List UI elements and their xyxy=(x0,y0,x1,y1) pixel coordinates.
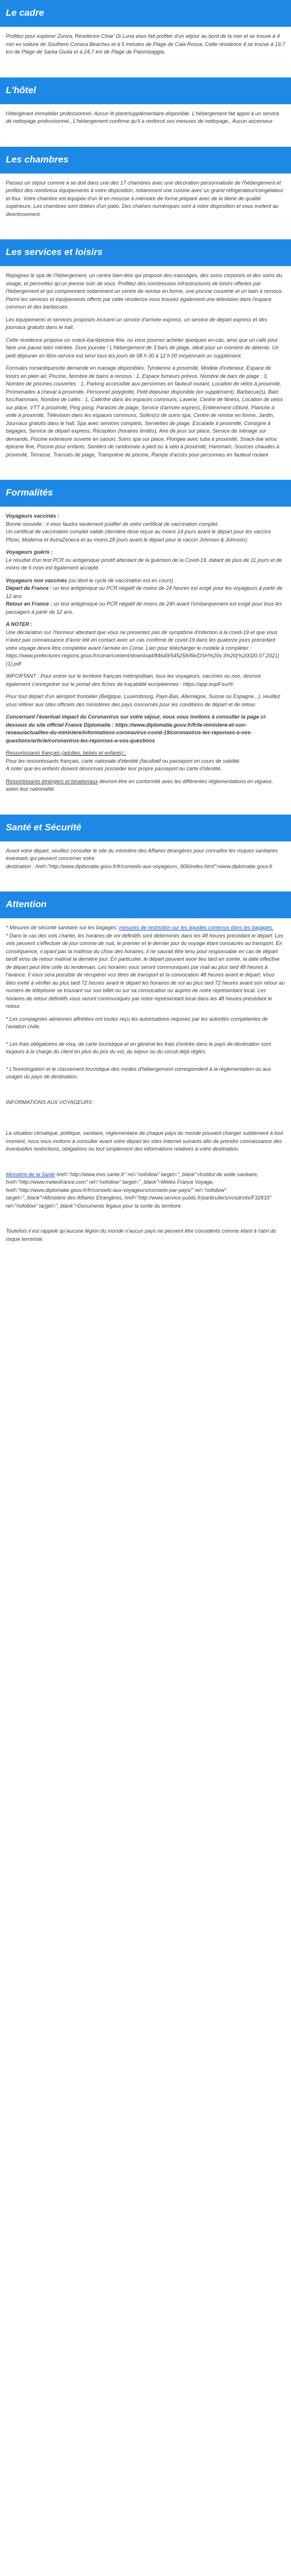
paragraph-ressortissants xyxy=(6,749,285,773)
section-loisirs xyxy=(0,239,291,459)
section-title: Le cadre xyxy=(0,0,291,27)
page xyxy=(0,0,291,1243)
paragraph: * L'homologation et le classement touristique des modes d'hébergement correspondent à la réglementation ou aux usages du pays de destination. xyxy=(6,1066,271,1080)
paragraph-non-vaccines xyxy=(6,577,285,585)
paragraph: * Dans le cas des vols charter, les horaires de vol définitifs sont déterminés dans les 48 heures précédant le départ. Les vols peuvent s'effectuer de jour comme de nuit, le premier et le dernier jour du voyage étant consacrés au transport. En conséquence, n'ayant pas la maîtrise du choix des horaires, il ne saurait être tenu pour responsable en cas de départ tardif et/ou de retour matinal la dernière jour. En particulier, le départ pouvant avoir lieu tard en soirée, la date effective de départ peut être celle du lendemain. Les horaires vous seront communiqués par mail au plus tard 48 heures à l'avance. Il vous sera possible de récupérer vos titres de transport et la convocation 48 heures avant le départ. Vous êtes invité à vérifier au plus tard 72 heures avant le départ les horaires de vol au plus tard 72 heures avant son retour au numéro de téléphone se trouvant sur son billet ou sur sa convocation ou auprès de notre représentant local. Les horaires de retour définitifs vous seront communiqués par notre représentant local dans les 48 heures précédant le retour. xyxy=(6,932,285,1009)
section-body xyxy=(0,924,291,1243)
paragraph-important: IMPORTANT : Pour entrer sur le territoire français métropolitain, tous les voyageurs, vaccinés ou non, devront également s'enregistrer sur le portail des fiches de traçabilité européennes : https://app.euplf.eu/#/ xyxy=(6,673,261,687)
section-title: Attention xyxy=(0,891,291,918)
paragraph: Une déclaration sur l'honneur attestant que vous ne présentez pas de symptôme d'infection à la covid-19 et que vous n'avez pas connaissance d'avoir été en contact avec un cas confirmé de covid-19 dans les quatorze jours précédant votre voyage devra être complétée avant l'arrivée en Corse. Lien pour télécharger le modèle à compléter : https://www.prefectures-regions.gouv.fr/corse/content/download/84649/545258/file/DSH%20v.3%20(%20020.07.2021)(1).pdf xyxy=(6,629,279,667)
text-sante-destination: destination : href="http://www.diplomatie.gouv.fr/fr/conseils-aux-voyageurs_909/index.html">www.diplomatie.gouv.fr xyxy=(6,863,273,869)
label-vaccines: Voyageurs vaccinés : xyxy=(6,513,59,519)
link-ressortissants-francais[interactable]: Ressortissants français (adultes, bébés et enfants) : xyxy=(6,750,127,756)
paragraph-depart xyxy=(6,585,285,600)
text-ressortissants-2: A noter que les enfants doivent désormais posséder leur propre passeport ou carte d'identité. xyxy=(6,766,222,772)
paragraph: Passez un séjour comme à se doit dans une des 17 chambres avec une décoration personnalisée de l'hébergement et profitez des nombreux équipements à votre disposition, notamment une cuisine avec un grand réfrigérateur/congélateur et four. Votre chambre est équipée d'un lit en mousse à mémoire de forme préparé avec de la literie de qualité supérieure. Les chambres sont dotées d'un patio. Des chaînes numériques sont à votre disposition et vous invitent au divertissement. xyxy=(6,179,283,217)
paragraph: Le résultat d'un test PCR ou antigénique positif attestant de la guérison de la Covid-19, datant de plus de 11 jours et de moins de 6 mois est également accepté. xyxy=(6,557,282,571)
text-links: href="http://www.invs.sante.fr" rel="nofollow" target="_blank">Institut de veille sanitaire, href="http://www.meteofrance.com" rel="nofollow" target="_blank">Météo France Voyage, href="http://www.diplomatie.gouv.fr/fr/conseils-aux-voyageurs/conseils-par-pays/" rel="nofollow" target="_blank">Ministère des Affaires Etrangères, href="http://www.service-public.fr/particuliers/vosdroits/F32833" rel="nofollow" target="_blank">Documents légaux pour la sortie du territoire. xyxy=(6,1171,271,1209)
text-ressortissants: Pour les ressortissants français, carte nationale d'identité (facultatif ou passeport en cours de validité. xyxy=(6,758,241,764)
paragraph: Toutefois il est rappelé qu'aucune légion du monde n'aucun pays ne peuvent être considérés comme étant à l'abri du risque terroriste. xyxy=(6,1228,276,1242)
section-attention xyxy=(0,891,291,1243)
paragraph: Les équipements et services proposés incluent un service d'arrivée express, un service de départ express et des journaux gratuits dans le hall. xyxy=(6,316,267,330)
section-body xyxy=(0,272,291,459)
paragraph: La situation climatique, politique, sanitaire, réglementaire de chaque pays du monde pouvant changer subitement à tout moment, nous vous invitons à consulter avant votre départ les sites Internet suivants afin de prendre connaissance des éventuelles restrictions, obligations ou tout simplement des informations relatives à votre destination. xyxy=(6,1130,283,1152)
section-cadre xyxy=(0,0,291,56)
link-ministere-sante[interactable]: Ministère de la Santé xyxy=(6,1171,55,1177)
paragraph: Hôte/gérant immobilier professionnel. Aucun lit plant/supplémentaire disponible. L'hébergement fait appel à un service de nettoyage professionnel., L'hébergement confirme qu'il a renforcé ses mesures de nettoyage,, Aucun ascenseur xyxy=(6,110,279,124)
label-depart: Départ de France : xyxy=(6,585,52,591)
paragraph-concernant: Concernant l'éventuel impact du Coronavirus sur votre séjour, nous vous invitons à consulter la page ci-dessous du site officiel France Diplomatie : https://www.diplomatie.gouv.fr/fr/le-ministere-et-son-reseau/actualites-du-ministere/informations-coronavirus-covid-19/coronavirus-les-reponses-a-vos-questions/article/coronavirus-les-reponses-a-vos-questions xyxy=(6,714,267,744)
section-body xyxy=(0,33,291,56)
link-ressortissants-etrangers[interactable]: Ressortissants étrangers et binationaux xyxy=(6,778,98,784)
section-title: Les services et loisirs xyxy=(0,239,291,266)
text-retour: un test antigénique ou PCR négatif de moins de 24h avant l'embarquement est exigé pour tous les passagers à partir de 12 ans. xyxy=(6,601,282,615)
paragraph: Pour tout départ d'un aéroport frontalier (Belgique, Luxembourg, Pays-Bas, Allemagne, Suisse ou Espagne...), veuillez vous référer aux sites officiels des ministères des pays concernés pour les conditions de départ et de retour. xyxy=(6,693,281,707)
paragraph-mesures xyxy=(6,924,285,932)
section-body xyxy=(0,512,291,794)
paragraph: Rejoignez le spa de l'hébergement, un centre bien-être qui propose des massages, des soins corporels et des soins du visage, et permettez qu'un jeenne soin de vous. Profitez des nombreuses infrastructures de loisirs offertes par l'hébergement et qui comprennent notamment un centre de remise en forme, une piscine couverte et un bain à remous. Parmi les services et équipements offerts par cette résidence vous trouvez également une télévision dans l'espace commun et des barbecues. xyxy=(6,273,283,310)
section-chambres xyxy=(0,147,291,219)
section-title: Formalités xyxy=(0,480,291,507)
paragraph: Un certificat de vaccination complet valide (dernière dose reçue au moins 14 jours avant le départ pour les vaccins Pfizer, Moderna et AstraZeneca et au moins 28 jours avant le départ pour le vaccin Johnson & Johnson). xyxy=(6,529,271,543)
text-etrangers: devront être en conformité avec les différentes réglementations en vigueur, selon leur nationalité. xyxy=(6,778,273,792)
text-non-vaccines: (ou dont le cycle de vaccination est en cours) xyxy=(67,577,173,583)
label-a-noter: A NOTER : xyxy=(6,621,33,627)
text-sante: Avant votre départ, veuillez consulter le site du ministère des Affaires étrangères pour connaître les risques sanitaires éventuels qui peuvent concerner votre xyxy=(6,847,278,861)
paragraph-links xyxy=(6,1171,285,1211)
paragraph xyxy=(6,847,285,871)
paragraph: Cette résidence propose un snack-bar/épicerie fine, où vous pourrez acheter quelques en-cas, ainsi que un café pour faire une pause bien méritée. Dure journée ! L'hébergement de 3 bars de plage, idéal pour un moment de détente. Un petit déjeuner en libre-service est servi tous les jours de 08 h 30 à 12 h 00 moyennant un supplément. xyxy=(6,337,279,359)
info-voyageurs-title: INFORMATIONS AUX VOYAGEURS : xyxy=(6,1099,95,1105)
section-body xyxy=(0,179,291,219)
section-title: Les chambres xyxy=(0,147,291,174)
label-retour: Retour en France : xyxy=(6,601,52,607)
text-depart: un test antigénique ou PCR négatif de moins de 24 heures est exigé pour les voyageurs à partir de 12 ans. xyxy=(6,585,283,599)
section-hotel xyxy=(0,77,291,126)
text-mesures: * Mesures de sécurité sanitaire sur les bagages: xyxy=(6,925,119,930)
paragraph: Bonne nouvelle : il vous faudra seulement justifier de votre certificat de vaccination complet. xyxy=(6,521,219,527)
label-non-vaccines: Voyageurs non vaccinés xyxy=(6,577,68,583)
label-gueris: Voyageurs guéris : xyxy=(6,549,53,555)
section-body xyxy=(0,110,291,126)
section-title: L'hôtel xyxy=(0,77,291,104)
section-title: Santé et Sécurité xyxy=(0,815,291,841)
paragraph: Profitez pour explorer Zonza, Résidence Chiar' Di Luna vous fait profiter d'un séjour au bord de la mer et se trouve à 4 min en voiture de Southern Corsica Beaches et à 5 minutes de Plage de Cala Rossa. Cette résidence 4 se trouve à 19,7 km de Plage de Santa Giulia et à 24,7 km de Plage de Palombaggia. xyxy=(6,33,285,55)
link-mesures-restriction[interactable]: mesures de restriction sur les liquides contenus dans les bagages. xyxy=(119,925,274,930)
paragraph: * Les compagnies aériennes affrétées ont toutes reçu les autorisations requises par les autorités compétentes de l'aviation civile. xyxy=(6,1015,268,1029)
section-sante xyxy=(0,815,291,871)
section-formalites xyxy=(0,480,291,794)
section-body xyxy=(0,847,291,871)
paragraph: Formules romantiques/de demande en mariage disponibles, Tyrolienne à proximité, Modèle d'extérieur, Espace de loisirs en plein air, Piscine, Nombre de bains à remous : 1, Espace fumeurs prévus, Nombre de bars de plage : 3, Nombre de piscines couvertes : 1, Parking accessible aux personnes en fauteuil roulant, Location de vélos à proximité, Promenades à cheval à proximité, Personnel polyglotte, Petit-déjeuner disponible (en supplément), Barbecue(s), Bain turc/hammam, Nombre de cafés : 1, Café/thé dans les espaces communs, Laverie, Centre de fitness, Location de vélos sur place, VTT à proximité, Ping pong, Parasols de plage, Service d'arrivée express, Entièrement clôturé, Planche à voile à proximité, Télévision dans les espaces communs, Soiles(s) de soins spa, Centre de remise en forme, Jardin, Journaux gratuits dans le hall, Spa avec services complets, Serviettes de plage, Escalade à proximité, Consigne à bagages, Service de départ express, Réception (horaires limités), Aire de jeux sur place, Service de ménage sur demande, Piscine extérieure ouverte en saison, Soins spa sur place, Plongée avec tuba à proximité, Snack-bar et/ou épicerie fine, Piscine pour enfants, Sentiers de randonnée à pied ou à vélo à proximité, Hammam, Sources chaudes à proximité, Terrasse, Transats de plage, Trampoline de piscine, Rampe d'accès pour personnes en fauteuil roulant xyxy=(6,365,283,458)
paragraph-etrangers xyxy=(6,778,285,794)
paragraph-retour xyxy=(6,600,285,616)
paragraph: * Les frais obligatoires de visa, de carte touristique et en général les frais d'entrée dans le pays de destination sont toujours à la charge du client en plus du prix du vol, du séjour ou du circuit déjà réglés. xyxy=(6,1041,271,1055)
